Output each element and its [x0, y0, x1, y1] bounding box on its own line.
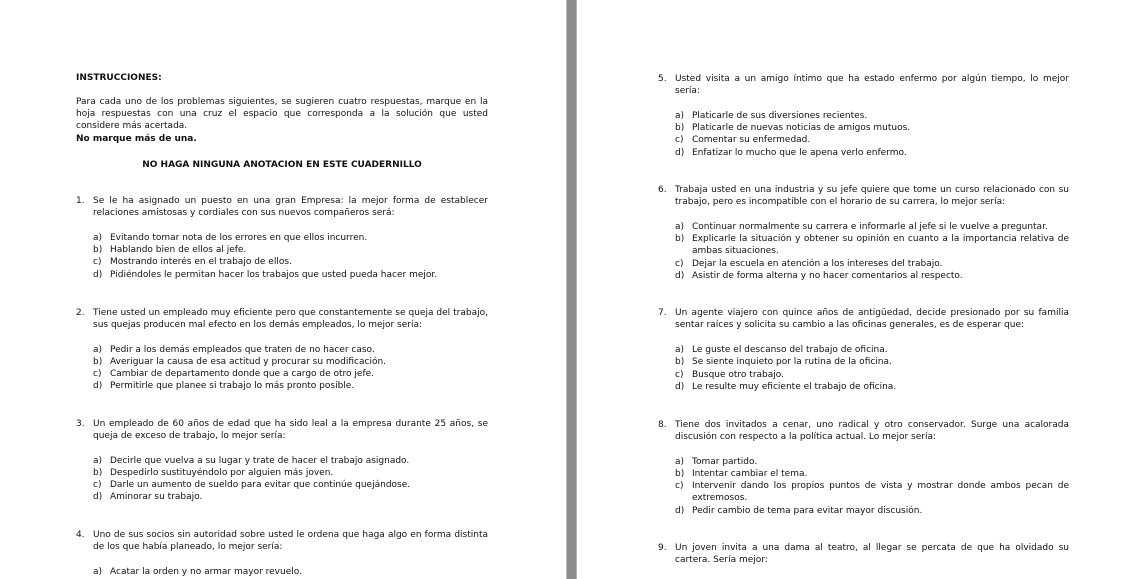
- option-letter: c): [93, 369, 102, 379]
- option-letter: b): [675, 469, 685, 479]
- question-number: 7.: [658, 308, 667, 318]
- option-letter: c): [93, 257, 102, 267]
- option-letter: c): [675, 481, 684, 491]
- option-letter: d): [675, 506, 685, 516]
- option-letter: a): [675, 111, 685, 121]
- option-text-continued: extremosos.: [692, 493, 748, 503]
- question-number: 3.: [76, 419, 85, 429]
- question-text: sería:: [675, 86, 700, 96]
- question-text: cartera. Sería mejor:: [675, 555, 768, 565]
- warning-heading: NO HAGA NINGUNA ANOTACION EN ESTE CUADERNILLO: [142, 160, 422, 170]
- right-page: [577, 0, 1139, 579]
- option-text: Pedir cambio de tema para evitar mayor discusión.: [692, 506, 923, 516]
- option-text: Comentar su enfermedad.: [692, 135, 811, 145]
- option-letter: c): [675, 370, 684, 380]
- page-gutter: [566, 0, 577, 579]
- option-letter: a): [93, 567, 103, 577]
- option-text: Decirle que vuelva a su lugar y trate de hacer el trabajo asignado.: [110, 456, 410, 466]
- option-text: Se siente inquieto por la rutina de la oficina.: [692, 357, 892, 367]
- option-letter: c): [675, 259, 684, 269]
- option-text: Permitirle que planee si trabajo lo más pronto posible.: [110, 381, 355, 391]
- question-text: sentar raíces y solicita su cambio a las oficinas generales, es de esperar que:: [675, 320, 1025, 330]
- option-letter: d): [675, 271, 685, 281]
- question-number: 6.: [658, 185, 667, 195]
- question-number: 8.: [658, 420, 667, 430]
- option-letter: c): [675, 135, 684, 145]
- option-letter: c): [93, 480, 102, 490]
- option-text: Platicarle de sus diversiones recientes.: [692, 111, 868, 121]
- option-text: Le resulte muy eficiente el trabajo de oficina.: [692, 382, 897, 392]
- option-text-continued: ambas situaciones.: [692, 246, 779, 256]
- option-text: Asistir de forma alterna y no hacer comentarios al respecto.: [692, 271, 963, 281]
- option-letter: d): [93, 381, 103, 391]
- question-text: Uno de sus socios sin autoridad sobre usted le ordena que haga algo en forma distinta: [93, 530, 488, 540]
- no-multiple-note: No marque más de una.: [76, 134, 197, 144]
- option-letter: a): [675, 457, 685, 467]
- instructions-line: Para cada uno de los problemas siguientes, se sugieren cuatro respuestas, marque en la: [76, 97, 488, 107]
- option-letter: b): [675, 123, 685, 133]
- option-letter: d): [675, 148, 685, 158]
- option-text: Cambiar de departamento donde que a cargo de otro jefe.: [110, 369, 375, 379]
- question-text: discusión con respecto a la política actual. Lo mejor sería:: [675, 432, 936, 442]
- option-letter: b): [93, 245, 103, 255]
- question-text: trabajo, pero es incompatible con el horario de su carrera, lo mejor sería:: [675, 197, 1006, 207]
- option-letter: b): [675, 357, 685, 367]
- question-text: Se le ha asignado un puesto en una gran Empresa: la mejor forma de establecer: [93, 196, 488, 206]
- question-text: Tiene usted un empleado muy eficiente pero que constantemente se queja del trabajo,: [93, 308, 488, 318]
- option-text: Tomar partido.: [692, 457, 758, 467]
- option-text: Enfatizar lo mucho que le apena verlo enfermo.: [692, 148, 907, 158]
- option-text: Busque otro trabajo.: [692, 370, 784, 380]
- option-letter: d): [93, 270, 103, 280]
- option-text: Intervenir dando los propios puntos de vista y mostrar donde ambos pecan de: [692, 481, 1069, 491]
- option-letter: b): [93, 468, 103, 478]
- question-text: Usted visita a un amigo íntimo que ha estado enfermo por algún tiempo, lo mejor: [675, 74, 1069, 84]
- option-letter: b): [93, 357, 103, 367]
- option-text: Mostrando interés en el trabajo de ellos.: [110, 257, 292, 267]
- option-text: Dejar la escuela en atención a los intereses del trabajo.: [692, 259, 943, 269]
- question-number: 9.: [658, 543, 667, 553]
- option-text: Aminorar su trabajo.: [110, 492, 203, 502]
- instructions-line: considere más acertada.: [76, 121, 188, 131]
- question-number: 1.: [76, 196, 85, 206]
- question-text: Un empleado de 60 años de edad que ha sido leal a la empresa durante 25 años, se: [93, 419, 488, 429]
- option-text: Pedir a los demás empleados que traten de no hacer caso.: [110, 345, 375, 355]
- option-letter: a): [93, 456, 103, 466]
- left-page: [0, 0, 566, 579]
- option-text: Averiguar la causa de esa actitud y procurar su modificación.: [110, 357, 387, 367]
- question-text: sus quejas producen mal efecto en los demás empleados, lo mejor sería:: [93, 320, 423, 330]
- option-text: Intentar cambiar el tema.: [692, 469, 808, 479]
- option-letter: a): [675, 345, 685, 355]
- gutter-edge: [566, 0, 567, 579]
- question-number: 5.: [658, 74, 667, 84]
- instructions-line: hoja respuestas con una cruz el espacio que corresponda a la solución que usted: [76, 109, 488, 119]
- option-text: Platicarle de nuevas noticias de amigos mutuos.: [692, 123, 911, 133]
- question-text: Un agente viajero con quince años de antigüedad, decide presionado por su familia: [675, 308, 1069, 318]
- option-letter: a): [93, 233, 103, 243]
- question-text: de los que había planeado, lo mejor sería:: [93, 542, 283, 552]
- option-text: Despedirlo sustituyéndolo por alguien más joven.: [110, 468, 334, 478]
- question-text: relaciones amistosas y cordiales con sus nuevos compañeros será:: [93, 208, 395, 218]
- option-text: Acatar la orden y no armar mayor revuelo.: [110, 567, 302, 577]
- option-text: Evitando tomar nota de los errores en que ellos incurren.: [110, 233, 368, 243]
- question-text: Trabaja usted en una industria y su jefe quiere que tome un curso relacionado con su: [675, 185, 1069, 195]
- option-letter: b): [675, 234, 685, 244]
- question-number: 2.: [76, 308, 85, 318]
- option-letter: a): [93, 345, 103, 355]
- option-letter: a): [675, 222, 685, 232]
- instructions-title: INSTRUCCIONES:: [76, 73, 162, 83]
- question-text: Un joven invita a una dama al teatro, al llegar se percata de que ha olvidado su: [675, 543, 1069, 553]
- option-letter: d): [93, 492, 103, 502]
- question-text: Tiene dos invitados a cenar, uno radical y otro conservador. Surge una acalorada: [675, 420, 1069, 430]
- option-text: Explicarle la situación y obtener su opinión en cuanto a la importancia relativa de: [692, 234, 1069, 244]
- option-text: Continuar normalmente su carrera e informarle al jefe si le vuelve a preguntar.: [692, 222, 1048, 232]
- option-text: Pidiéndoles le permitan hacer los trabajos que usted pueda hacer mejor.: [110, 270, 438, 280]
- option-letter: d): [675, 382, 685, 392]
- option-text: Darle un aumento de sueldo para evitar que continúe quejándose.: [110, 480, 411, 490]
- option-text: Le guste el descanso del trabajo de oficina.: [692, 345, 888, 355]
- question-number: 4.: [76, 530, 85, 540]
- option-text: Hablando bien de ellos al jefe.: [110, 245, 247, 255]
- question-text: queja de exceso de trabajo, lo mejor sería:: [93, 431, 286, 441]
